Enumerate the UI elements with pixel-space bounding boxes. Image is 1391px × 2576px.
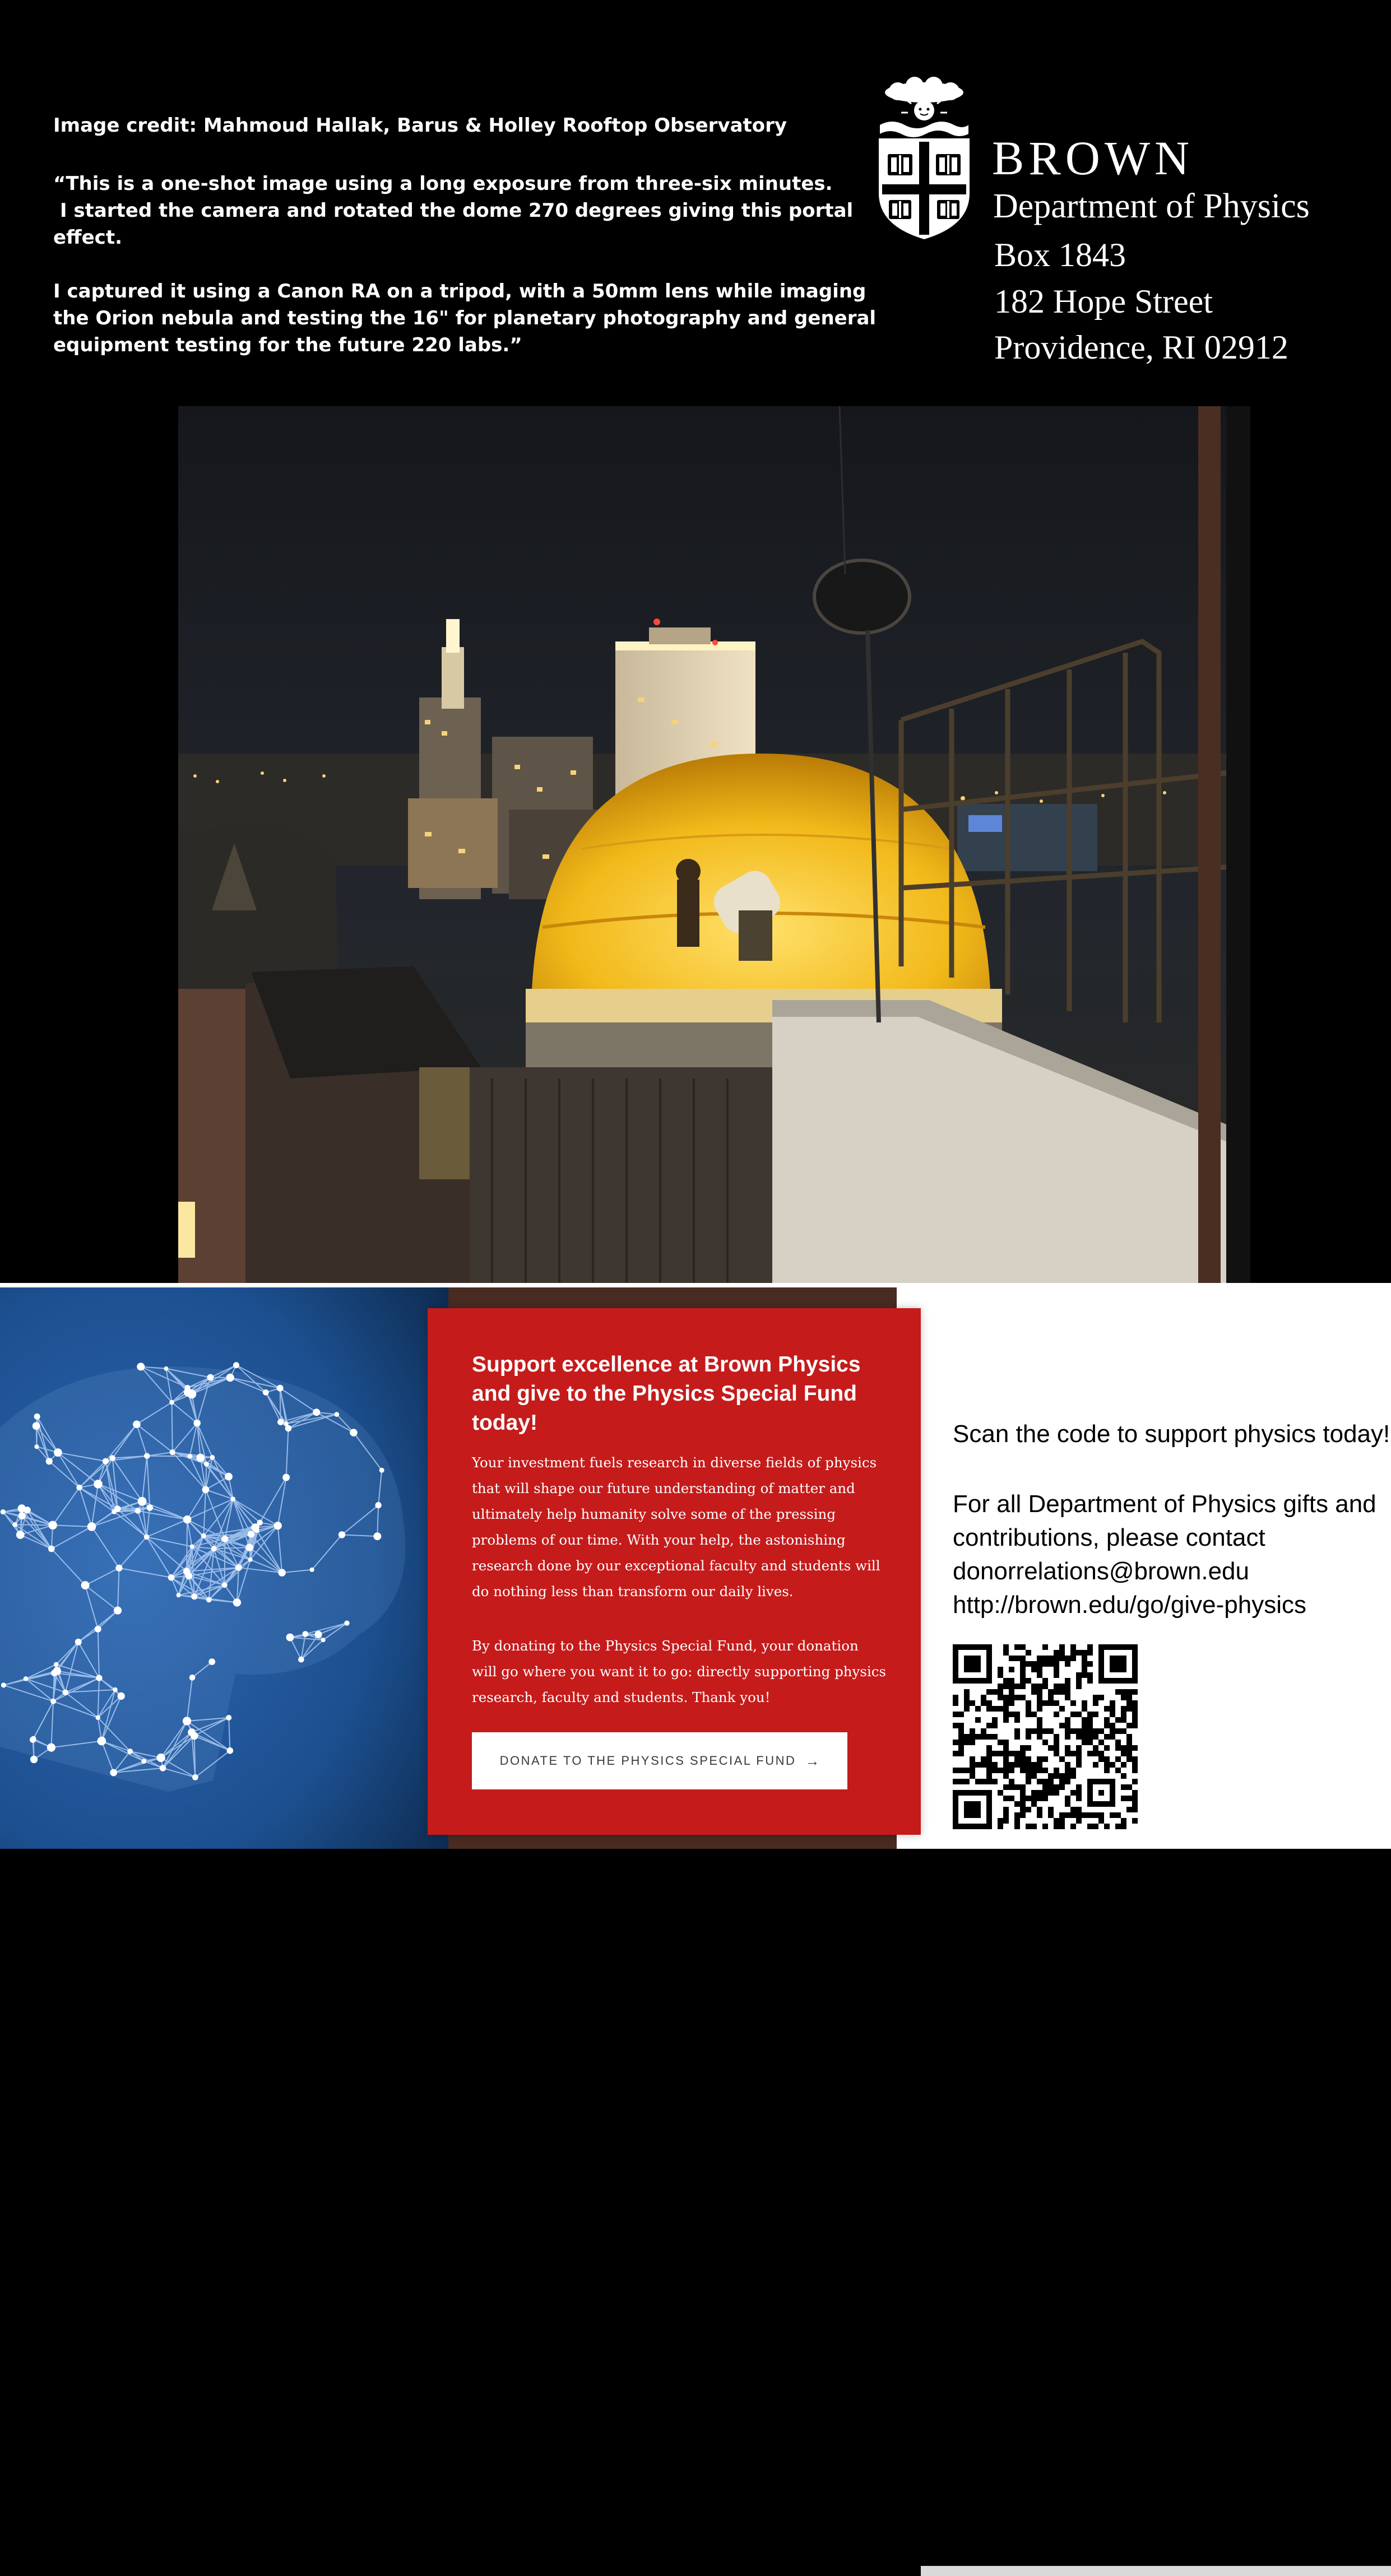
- contact-email-link[interactable]: donorrelations@brown.edu: [953, 1555, 1249, 1588]
- contact-line: For all Department of Physics gifts and: [953, 1487, 1376, 1521]
- arrow-right-icon: →: [805, 1752, 819, 1770]
- brown-university-shield-icon: [875, 76, 973, 244]
- donate-button[interactable]: [472, 1732, 847, 1789]
- quote-line: equipment testing for the future 220 labs.”: [53, 332, 876, 359]
- qr-code-icon[interactable]: [953, 1644, 1138, 1829]
- neural-network-illustration: [0, 1287, 448, 1849]
- quote-line: “This is a one-shot image using a long exposure from three-six minutes.: [53, 170, 853, 197]
- quote-line: I captured it using a Canon RA on a tripod, with a 50mm lens while imaging: [53, 278, 876, 305]
- donation-card-paragraph: By donating to the Physics Special Fund, your donation will go where you want it to go: directly supporting physics research, faculty and students. Thank you!: [472, 1633, 887, 1710]
- contact-line: contributions, please contact: [953, 1521, 1265, 1555]
- quote-line: effect.: [53, 224, 853, 251]
- top-section: [0, 0, 1391, 1283]
- quote-line: I started the camera and rotated the dome 270 degrees giving this portal: [53, 197, 853, 224]
- scan-instructions: Scan the code to support physics today!: [953, 1417, 1390, 1451]
- image-credit: Image credit: Mahmoud Hallak, Barus & Holley Rooftop Observatory: [53, 112, 787, 139]
- donation-card-paragraph: Your investment fuels research in diverse fields of physics that will shape our future understanding of matter and ultimately help humanity solve some of the pressing problems of our time. With your help, the astonishing research done by our exceptional faculty and students will do nothing less than transform our daily lives.: [472, 1450, 887, 1605]
- quote-paragraph-1: [53, 170, 853, 251]
- department-name: Department of Physics: [993, 185, 1310, 227]
- quote-line: the Orion nebula and testing the 16" for planetary photography and general: [53, 305, 876, 332]
- brand-wordmark: BROWN: [992, 130, 1194, 186]
- contact-url-link[interactable]: http://brown.edu/go/give-physics: [953, 1588, 1306, 1622]
- observatory-photo: [178, 406, 1250, 1283]
- address-line: Providence, RI 02912: [994, 326, 1288, 369]
- address-line: 182 Hope Street: [994, 280, 1213, 323]
- donation-card-title: Support excellence at Brown Physics and give to the Physics Special Fund today!: [472, 1350, 898, 1438]
- address-line: Box 1843: [994, 234, 1126, 276]
- divider-bar: [921, 2566, 1391, 2576]
- donate-button-label: DONATE TO THE PHYSICS SPECIAL FUND: [500, 1754, 796, 1768]
- quote-paragraph-2: [53, 278, 876, 359]
